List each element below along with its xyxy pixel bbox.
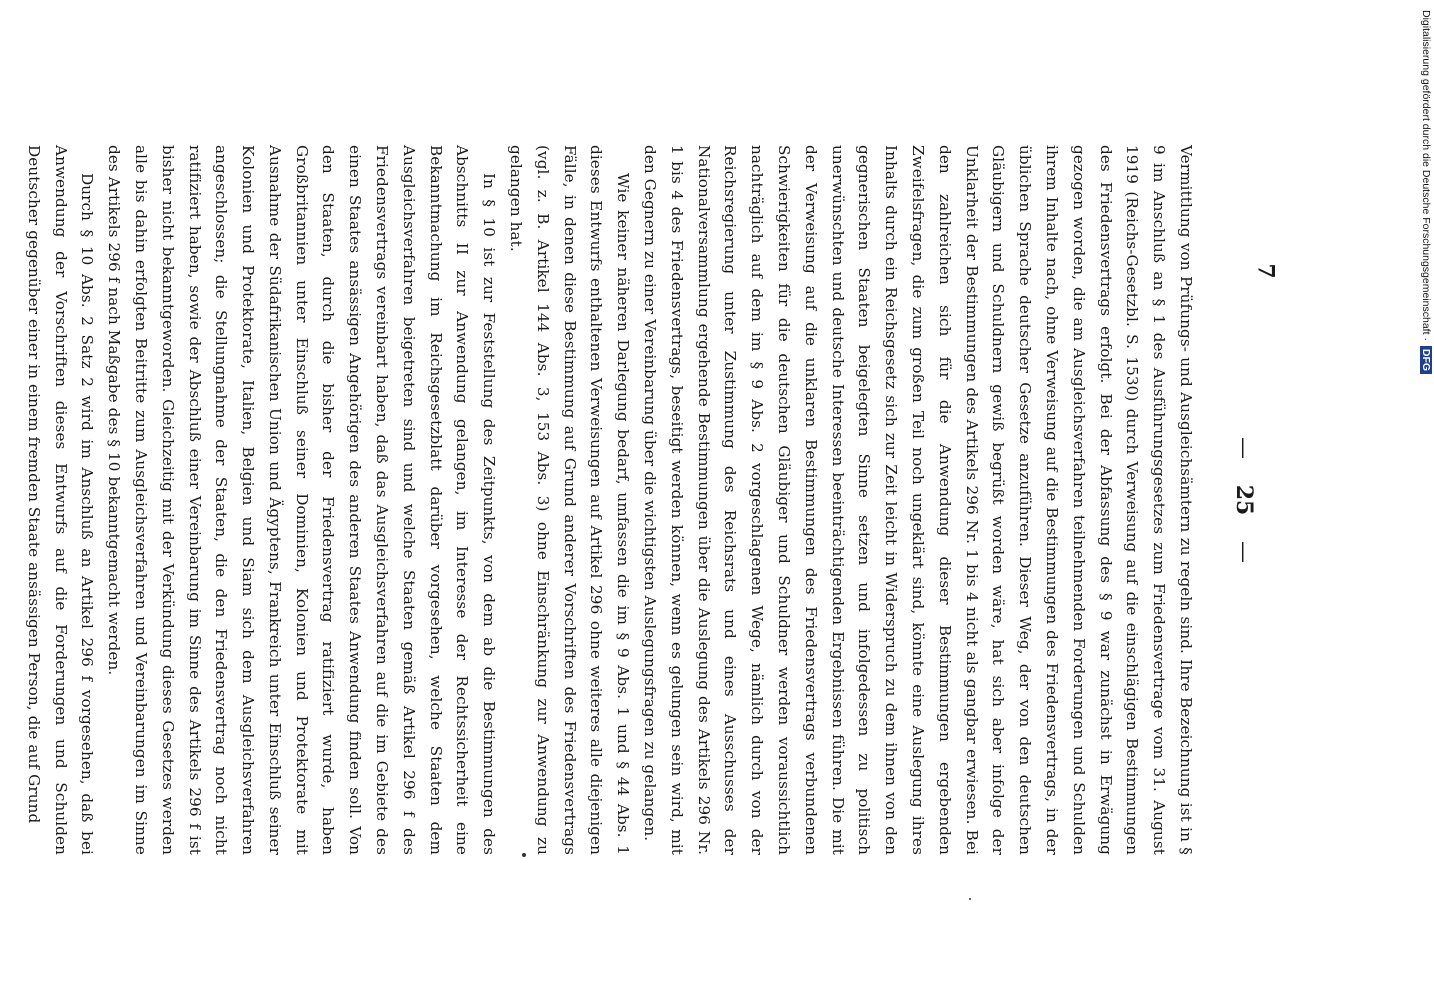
paragraph-2: Wie keiner näheren Darlegung bedarf, umfassen die im § 9 Abs. 1 und § 44 Abs. 1 dieses Entwurfs enthaltenen Verweisungen auf Artikel 296 ohne weiteres alle diejenigen Fälle, in denen diese Bestimmung auf Grund anderer Vorschriften des Friedensvertrags (vgl. z. B. Artikel 144 Abs. 3, 153 Abs. 3) ohne Einschränkung zur Anwendung zu gelangen hat.	[507, 145, 633, 855]
scan-speck	[969, 898, 971, 900]
dfg-logo: DFG	[1420, 346, 1432, 374]
paragraph-3: In § 10 ist zur Feststellung des Zeitpunkts, von dem ab die Bestimmungen des Abschnitts II zur Anwendung gelangen, im Interesse der Rechtssicherheit eine Bekanntmachung im Reichsgesetzblatt darüber vorgesehen, welche Staaten dem Ausgleichsverfahren beigetreten sind und welche Staaten gemäß Artikel 296 f des Friedensvertrags vereinbart haben, daß das Ausgleichsverfahren auf die im Gebiete des einen Staates ansässigen Angehörigen des anderen Staates Anwendung finden soll. Von den Staaten, durch die bisher der Friedensvertrag ratifiziert wurde, haben Großbritannien unter Einschluß seiner Dominien, Kolonien und Protektorate mit Ausnahme der Südafrikanischen Union und Ägyptens, Frankreich unter Einschluß seiner Kolonien und Protektorate, Italien, Belgien und Siam sich dem Ausgleichsverfahren angeschlossen; die Stellungnahme der Staaten, die den Friedensvertrag noch nicht ratifiziert haben, sowie der Abschluß einer Vereinbarung im Sinne des Artikels 296 f ist bisher nicht bekanntgeworden. Gleichzeitig mit der Verkündung dieses Gesetzes werden alle bis dahin erfolgten Beitritte zum Ausgleichsverfahren und Vereinbarungen im Sinne des Artikels 296 f nach Maßgabe des § 10 bekanntgemacht werden.	[105, 145, 499, 855]
paragraph-4: Durch § 10 Abs. 2 Satz 2 wird im Anschluß an Artikel 296 f vorgesehen, daß bei Anwendung der Vorschriften dieses Entwurfs auf die Forderungen und Schulden Deutscher gegenüber einer in einem fremden Staate ansässigen Person, die auf Grund	[24, 145, 97, 855]
page-body	[20, 145, 1199, 855]
scan-speck	[522, 853, 526, 857]
header-dash-left: —	[1231, 437, 1256, 460]
signature-mark: 7	[1252, 263, 1279, 279]
paragraph-1: Vermittlung von Prüfungs- und Ausgleichsämtern zu regeln sind. Ihre Bezeichnung ist in § 9 im Anschluß an § 1 des Ausführungsgesetzes zum Friedensvertrage vom 31. August 1919 (Reichs-Gesetzbl. S. 1530) durch Verweisung auf die einschlägigen Bestimmungen des Friedensvertrags erfolgt. Bei der Abfassung des § 9 war zunächst in Erwägung gezogen worden, die am Ausgleichsverfahren teilnehmenden Forderungen und Schulden ihrem Inhalte nach, ohne Verweisung auf die Bestimmungen des Friedensvertrags, in der üblichen Sprache deutscher Gesetze anzuführen. Dieser Weg, der von den deutschen Gläubigern und Schuldnern gewiß begrüßt worden wäre, hat sich aber infolge der Unklarheit der Bestimmungen des Artikels 296 Nr. 1 bis 4 nicht als gangbar erwiesen. Bei den zahlreichen sich für die Anwendung dieser Bestimmungen ergebenden Zweifelsfragen, die zum großen Teil noch ungeklärt sind, könnte eine Auslegung ihres Inhalts durch ein Reichsgesetz sich zur Zeit leicht in Widerspruch zu dem ihnen von den gegnerischen Staaten beigelegten Sinne setzen und infolgedessen zu politisch unerwünschten und deutsche Interessen beeinträchtigenden Ergebnissen führen. Die mit der Verweisung auf die unklaren Bestimmungen des Friedensvertrags verbundenen Schwierigkeiten für die deutschen Gläubiger und Schuldner werden voraussichtlich nachträglich auf dem im § 9 Abs. 2 vorgeschlagenen Wege, nämlich durch von der Reichsregierung unter Zustimmung des Reichsrats und eines Ausschusses der Nationalversammlung ergehende Bestimmungen über die Auslegung des Artikels 296 Nr. 1 bis 4 des Friedensvertrags, beseitigt werden können, wenn es gelungen sein wird, mit den Gegnern zu einer Vereinbarung über die wichtigsten Auslegungsfragen zu gelangen.	[641, 145, 1195, 855]
dfg-credit-text: Digitalisierung gefördert durch die Deutsche Forschungsgemeinschaft	[1420, 10, 1432, 335]
header-dash-right: —	[1231, 540, 1256, 563]
page-header	[1217, 145, 1257, 855]
page-number: 25	[1231, 484, 1257, 516]
dfg-credit: Digitalisierung gefördert durch die Deutsche Forschungsgemeinschaft · DFG	[1418, 10, 1434, 390]
document-page	[24, 145, 1257, 855]
